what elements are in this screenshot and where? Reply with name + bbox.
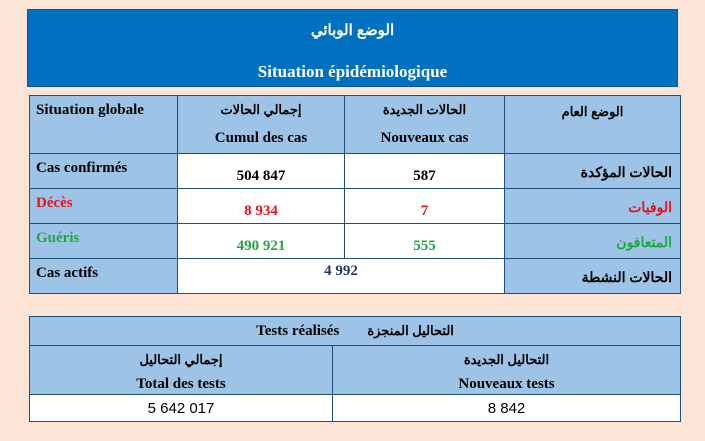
tests-title-fr: Tests réalisés: [256, 322, 340, 339]
tests-title-ar: التحاليل المنجزة: [367, 323, 454, 338]
row-deaths: [30, 189, 681, 224]
row-confirmed: [30, 154, 681, 189]
header-cumul-ar: إجمالي الحالات: [220, 102, 302, 117]
header-cumul-fr: Cumul des cas: [214, 130, 308, 146]
recovered-label-ar: المتعافون: [505, 224, 681, 259]
situation-banner: [27, 9, 678, 87]
deaths-cumul: 8 934: [178, 189, 345, 224]
confirmed-new: 587: [345, 154, 505, 189]
tests-new-header: [333, 346, 681, 395]
tests-new-fr: Nouveaux tests: [458, 376, 555, 392]
active-label-ar: الحالات النشطة: [505, 259, 681, 294]
tests-header-row: [30, 346, 681, 395]
banner-title-ar: الوضع الوبائي: [310, 22, 395, 39]
confirmed-cumul: 504 847: [178, 154, 345, 189]
confirmed-label-ar: الحالات المؤكدة: [505, 154, 681, 189]
active-label-fr: Cas actifs: [30, 259, 178, 294]
tests-values-row: [30, 395, 681, 422]
situation-header-row: [30, 96, 681, 154]
tests-title-row: [30, 317, 681, 346]
header-global-ar: الوضع العام: [505, 96, 681, 154]
tests-total-ar: إجمالي التحاليل: [139, 352, 223, 367]
tests-new-ar: التحاليل الجديدة: [463, 352, 550, 367]
row-recovered: [30, 224, 681, 259]
row-active: [30, 259, 681, 294]
banner-title-fr: Situation épidémiologique: [257, 62, 448, 81]
tests-new-value: 8 842: [333, 395, 681, 422]
situation-table: [29, 95, 681, 294]
header-cumul: [178, 96, 345, 154]
tests-total-value: 5 642 017: [30, 395, 333, 422]
deaths-label-ar: الوفيات: [505, 189, 681, 224]
deaths-label-fr: Décès: [30, 189, 178, 224]
recovered-cumul: 490 921: [178, 224, 345, 259]
confirmed-label-fr: Cas confirmés: [30, 154, 178, 189]
header-new-fr: Nouveaux cas: [380, 130, 469, 146]
tests-table: [29, 316, 681, 422]
header-new-ar: الحالات الجديدة: [382, 102, 467, 117]
deaths-new: 7: [345, 189, 505, 224]
header-global-fr: Situation globale: [30, 96, 178, 154]
header-new: [345, 96, 505, 154]
active-value: 4 992: [178, 259, 505, 294]
tests-total-header: [30, 346, 333, 395]
tests-total-fr: Total des tests: [136, 376, 226, 392]
recovered-label-fr: Guéris: [30, 224, 178, 259]
recovered-new: 555: [345, 224, 505, 259]
